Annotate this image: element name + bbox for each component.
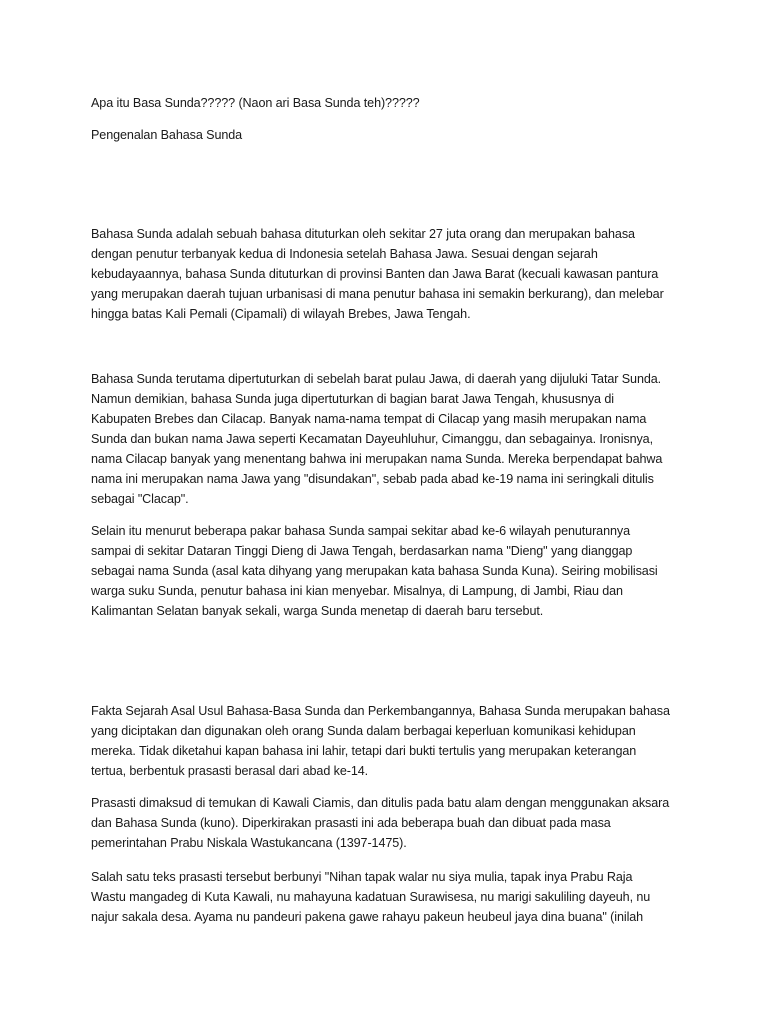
document-subtitle: Pengenalan Bahasa Sunda: [91, 128, 243, 142]
document-title: Apa itu Basa Sunda????? (Naon ari Basa Sunda teh)?????: [91, 96, 420, 110]
paragraph-line: dan Bahasa Sunda (kuno). Diperkirakan prasasti ini ada beberapa buah dan dibuat pada masa: [91, 816, 611, 830]
paragraph-line: sebagai "Clacap".: [91, 492, 189, 506]
paragraph-line: nama Cilacap banyak yang menentang bahwa ini merupakan nama Sunda. Mereka berpendapat bahwa: [91, 452, 663, 466]
paragraph-line: Wastu mangadeg di Kuta Kawali, nu mahayuna kadatuan Surawisesa, nu marigi sakuliling dayeuh, nu: [91, 890, 651, 904]
paragraph-line: nama ini merupakan nama Jawa yang "disundakan", sebab pada abad ke-19 nama ini seringkali ditulis: [91, 472, 654, 486]
paragraph-line: Fakta Sejarah Asal Usul Bahasa-Basa Sunda dan Perkembangannya, Bahasa Sunda merupakan bahasa: [91, 704, 670, 718]
paragraph-line: mereka. Tidak diketahui kapan bahasa ini lahir, tetapi dari bukti tertulis yang merupakan keterangan: [91, 744, 637, 758]
paragraph-line: pemerintahan Prabu Niskala Wastukancana (1397-1475).: [91, 836, 407, 850]
paragraph-line: Kabupaten Brebes dan Cilacap. Banyak nama-nama tempat di Cilacap yang masih merupakan nama: [91, 412, 647, 426]
paragraph-line: yang merupakan daerah tujuan urbanisasi di mana penutur bahasa ini semakin berkurang), dan melebar: [91, 287, 664, 301]
paragraph-line: Bahasa Sunda terutama dipertuturkan di sebelah barat pulau Jawa, di daerah yang dijuluki Tatar Sunda.: [91, 372, 662, 386]
paragraph-line: dengan penutur terbanyak kedua di Indonesia setelah Bahasa Jawa. Sesuai dengan sejarah: [91, 247, 598, 261]
paragraph-line: najur sakala desa. Ayama nu pandeuri pakena gawe rahayu pakeun heubeul jaya dina buana" (inilah: [91, 910, 644, 924]
paragraph-line: sebagai nama Sunda (asal kata dihyang yang merupakan kata bahasa Sunda Kuna). Seiring mobilisasi: [91, 564, 658, 578]
paragraph-line: hingga batas Kali Pemali (Cipamali) di wilayah Brebes, Jawa Tengah.: [91, 307, 471, 321]
paragraph-line: Kalimantan Selatan banyak sekali, warga Sunda menetap di daerah baru tersebut.: [91, 604, 544, 618]
paragraph-line: sampai di sekitar Dataran Tinggi Dieng di Jawa Tengah, berdasarkan nama "Dieng" yang dianggap: [91, 544, 633, 558]
paragraph-line: Prasasti dimaksud di temukan di Kawali Ciamis, dan ditulis pada batu alam dengan menggunakan aksara: [91, 796, 670, 810]
paragraph-line: Salah satu teks prasasti tersebut berbunyi "Nihan tapak walar nu siya mulia, tapak inya Prabu Raja: [91, 870, 633, 884]
paragraph-line: tertua, berbentuk prasasti berasal dari abad ke-14.: [91, 764, 369, 778]
paragraph-line: yang diciptakan dan digunakan oleh orang Sunda dalam berbagai keperluan komunikasi kehidupan: [91, 724, 636, 738]
paragraph-line: Selain itu menurut beberapa pakar bahasa Sunda sampai sekitar abad ke-6 wilayah penuturannya: [91, 524, 630, 538]
paragraph-line: warga suku Sunda, penutur bahasa ini kian menyebar. Misalnya, di Lampung, di Jambi, Riau dan: [91, 584, 623, 598]
paragraph-line: Bahasa Sunda adalah sebuah bahasa dituturkan oleh sekitar 27 juta orang dan merupakan bahasa: [91, 227, 635, 241]
paragraph-line: kebudayaannya, bahasa Sunda dituturkan di provinsi Banten dan Jawa Barat (kecuali kawasan pantura: [91, 267, 659, 281]
paragraph-line: Sunda dan bukan nama Jawa seperti Kecamatan Dayeuhluhur, Cimanggu, dan sebagainya. Ironisnya,: [91, 432, 653, 446]
paragraph-line: Namun demikian, bahasa Sunda juga dipertuturkan di bagian barat Jawa Tengah, khususnya di: [91, 392, 614, 406]
